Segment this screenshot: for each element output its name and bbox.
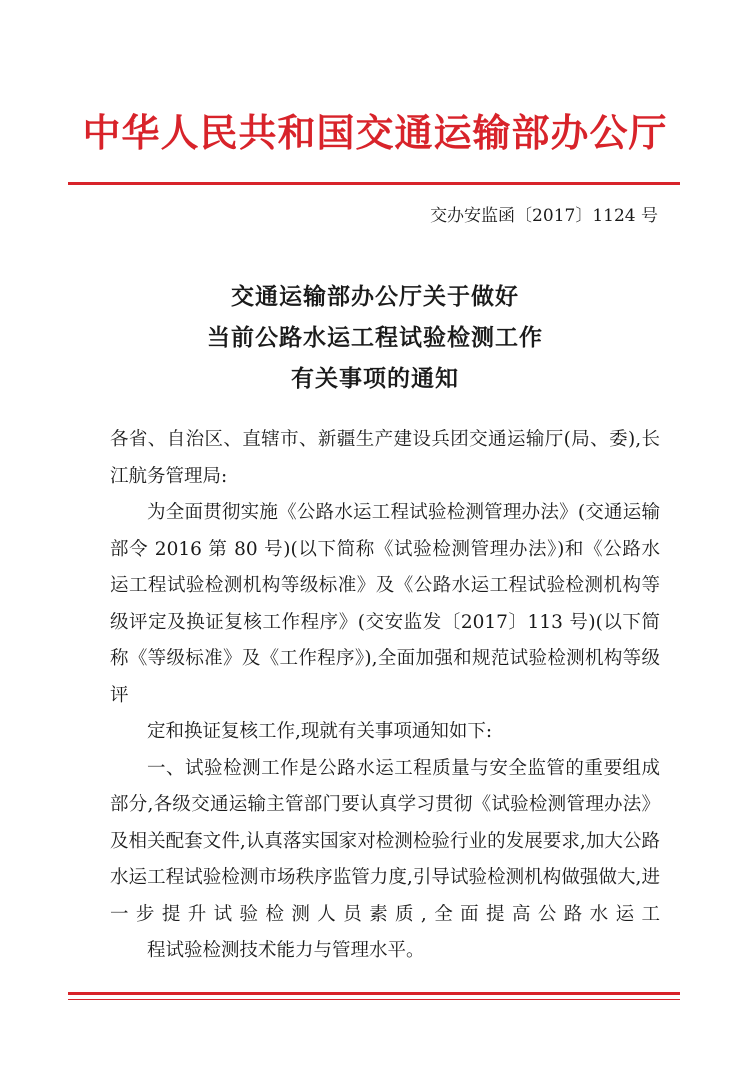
paragraph-2-last-line: 程试验检测技术能力与管理水平。 <box>147 940 425 961</box>
paragraph-1-text: 为全面贯彻实施《公路水运工程试验检测管理办法》(交通运输部令 2016 第 80 号)(以下简称《试验检测管理办法》)和《公路水运工程试验检测机构等级标准》及《公路水运工程试验检测机构等级评定及换证复核工作程序》(交安监发〔2017〕113 号)(以下简称《等级标准》及《工作程序》),全面加强和规范试验检测机构等级评 <box>110 502 660 706</box>
footer-rule-thick <box>68 992 680 995</box>
document-number: 交办安监函〔2017〕1124 号 <box>430 206 658 226</box>
paragraph-1 <box>110 495 660 751</box>
paragraph-2-text: 一、试验检测工作是公路水运工程质量与安全监管的重要组成部分,各级交通运输主管部门要认真学习贯彻《试验检测管理办法》及相关配套文件,认真落实国家对检测检验行业的发展要求,加大公路水运工程试验检测市场秩序监管力度,引导试验检测机构做强做大,进一步提升试验检测人员素质,全面提高公路水运工 <box>110 757 660 925</box>
addressee-text: 各省、自治区、直辖市、新疆生产建设兵团交通运输厅(局、委),长 <box>110 429 660 450</box>
paragraph-1-last-line: 定和换证复核工作,现就有关事项通知如下: <box>147 721 493 742</box>
addressee-last-line: 江航务管理局: <box>110 465 228 487</box>
document-body <box>110 422 660 970</box>
title-line-1: 交通运输部办公厅关于做好 <box>231 283 519 310</box>
paragraph-2 <box>110 751 660 970</box>
title-line-2: 当前公路水运工程试验检测工作 <box>207 324 543 351</box>
document-title <box>100 276 650 399</box>
addressee <box>110 422 660 495</box>
footer-rule-thin <box>68 999 680 1000</box>
letterhead-title: 中华人民共和国交通运输部办公厅 <box>82 110 668 155</box>
letterhead-rule <box>68 182 680 185</box>
title-line-3: 有关事项的通知 <box>291 365 459 392</box>
